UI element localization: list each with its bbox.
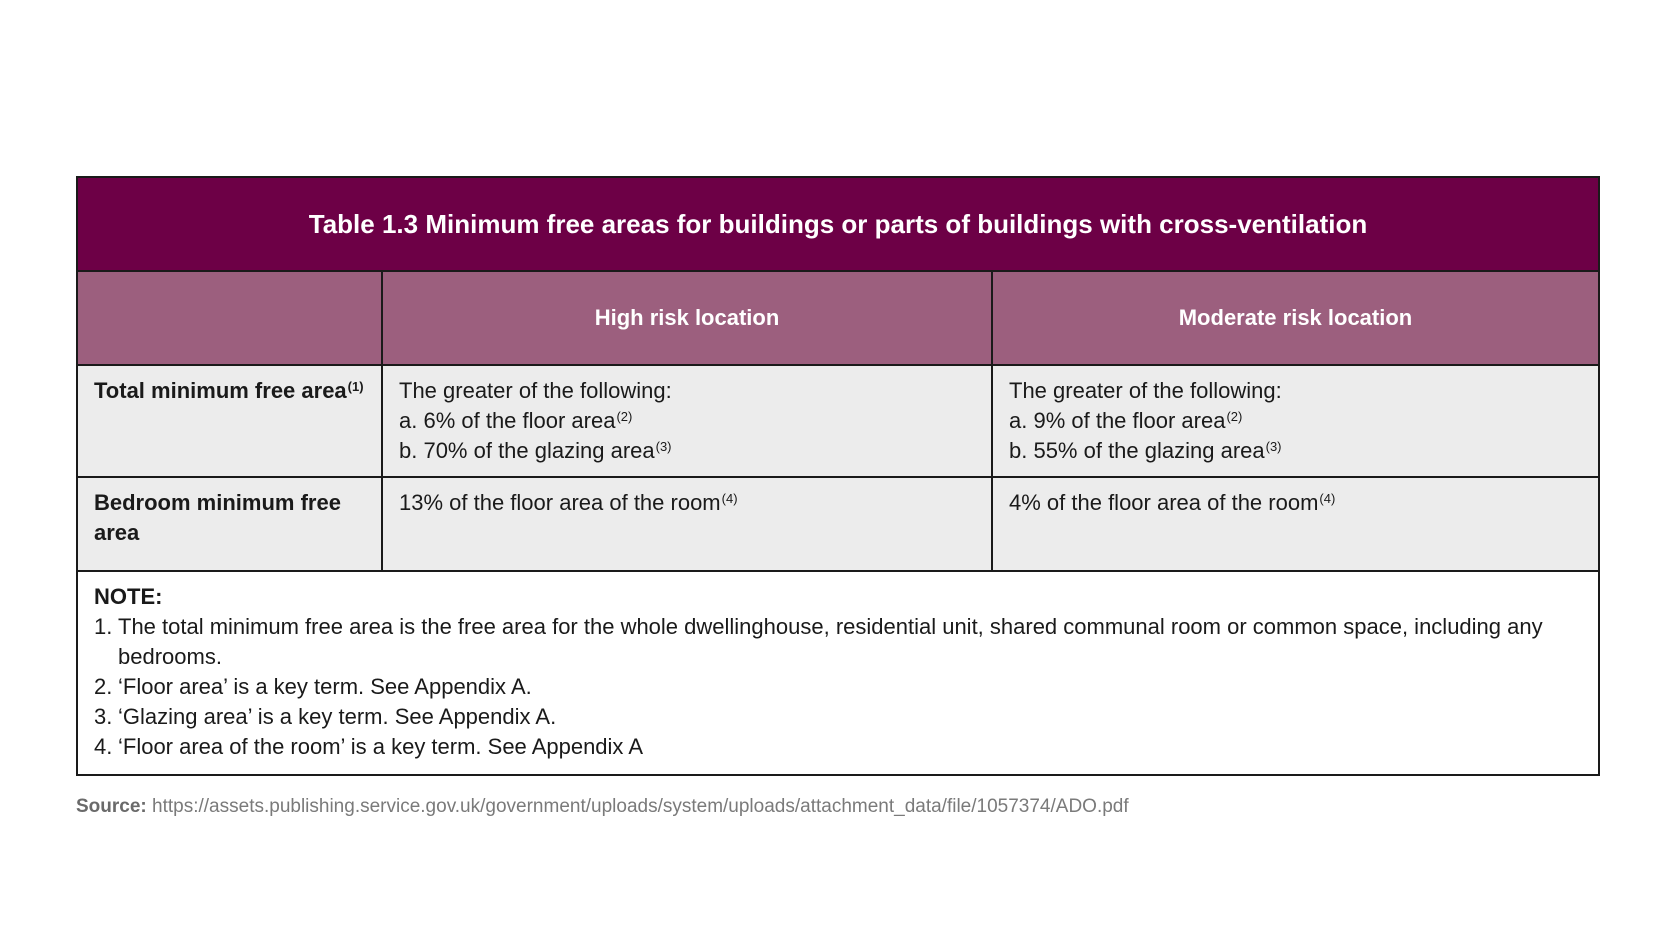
source-line <box>76 796 1129 818</box>
footnote-ref: (2) <box>616 409 633 424</box>
note-item <box>94 702 1582 732</box>
cell-item-b <box>399 436 975 466</box>
table-title: Table 1.3 Minimum free areas for buildings or parts of buildings with cross-ventilation <box>78 178 1598 272</box>
header-high-risk: High risk location <box>383 272 993 364</box>
notes-title: NOTE: <box>94 584 163 609</box>
cell-intro: The greater of the following: <box>1009 378 1282 403</box>
cell-intro: The greater of the following: <box>399 378 672 403</box>
header-empty-cell <box>78 272 383 364</box>
cell-item-a-text: a. 6% of the floor area <box>399 408 616 433</box>
row-label-total <box>78 366 383 476</box>
cell-item-a <box>399 406 975 436</box>
cell-item-b-text: b. 55% of the glazing area <box>1009 438 1265 463</box>
cell-bedroom-moderate <box>993 478 1598 570</box>
note-item <box>94 612 1582 672</box>
note-number: 2. <box>94 674 113 699</box>
cell-total-moderate <box>993 366 1598 476</box>
footnote-ref: (3) <box>1265 439 1282 454</box>
cell-item-a <box>1009 406 1582 436</box>
cell-text: 4% of the floor area of the room <box>1009 490 1319 515</box>
source-url: https://assets.publishing.service.gov.uk/government/uploads/system/uploads/attachment_data/file/1057374/ADO.pdf <box>152 796 1129 817</box>
cell-bedroom-high <box>383 478 993 570</box>
row-label-text: Total minimum free area <box>94 378 347 403</box>
footnote-ref: (2) <box>1226 409 1243 424</box>
cell-text: 13% of the floor area of the room <box>399 490 721 515</box>
cell-item-a-text: a. 9% of the floor area <box>1009 408 1226 433</box>
note-text: The total minimum free area is the free area for the whole dwellinghouse, residential unit, shared communal room or common space, including any bedrooms. <box>118 614 1543 669</box>
cell-item-b <box>1009 436 1582 466</box>
source-label: Source: <box>76 796 147 817</box>
cell-item-b-text: b. 70% of the glazing area <box>399 438 655 463</box>
note-text: ‘Glazing area’ is a key term. See Appendix A. <box>118 704 557 729</box>
note-number: 4. <box>94 734 113 759</box>
note-text: ‘Floor area’ is a key term. See Appendix A. <box>118 674 532 699</box>
note-number: 3. <box>94 704 113 729</box>
table-row <box>78 366 1598 478</box>
table-row <box>78 478 1598 572</box>
footnote-ref: (4) <box>721 491 738 506</box>
cell-total-high <box>383 366 993 476</box>
note-number: 1. <box>94 614 113 639</box>
footnote-ref: (3) <box>655 439 672 454</box>
footnote-ref: (1) <box>347 379 364 394</box>
row-label-bedroom: Bedroom minimum free area <box>78 478 383 570</box>
ventilation-table <box>76 176 1600 776</box>
footnote-ref: (4) <box>1319 491 1336 506</box>
table-header-row <box>78 272 1598 366</box>
note-text: ‘Floor area of the room’ is a key term. See Appendix A <box>118 734 644 759</box>
header-moderate-risk: Moderate risk location <box>1178 305 1413 330</box>
note-item <box>94 732 1582 762</box>
note-item <box>94 672 1582 702</box>
table-notes <box>78 572 1598 774</box>
